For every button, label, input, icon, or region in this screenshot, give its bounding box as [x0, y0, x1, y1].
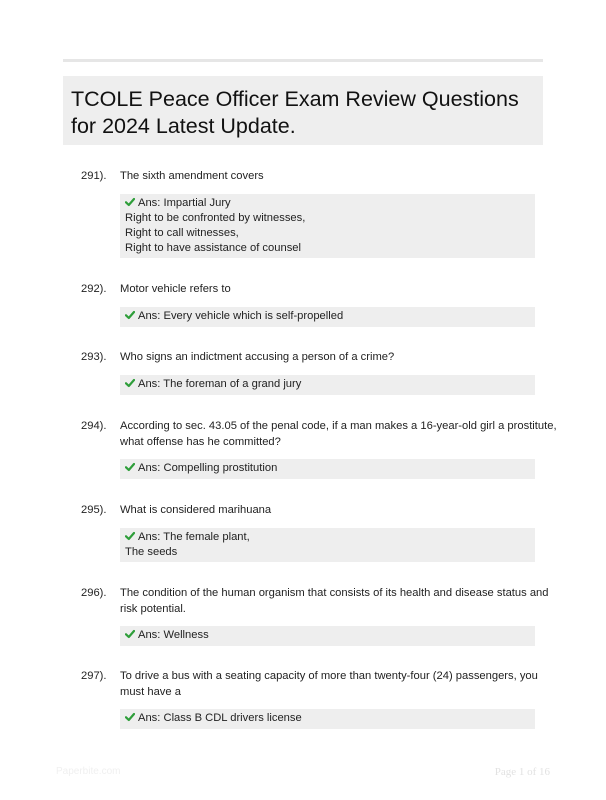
answer-text: Ans: Compelling prostitution: [138, 462, 278, 474]
answer-box: [120, 528, 535, 562]
answer-line: The seeds: [125, 546, 178, 558]
answer-line: [125, 628, 530, 643]
answer-text: Ans: Class B CDL drivers license: [138, 712, 302, 724]
footer-watermark: Paperbite.com: [56, 766, 121, 777]
answer-line: Right to have assistance of counsel: [125, 242, 301, 254]
answer-box: [120, 375, 535, 395]
question-number: 292).: [81, 283, 107, 295]
answer-line: [125, 309, 530, 324]
question-text: [120, 668, 538, 700]
question-text: The sixth amendment covers: [120, 170, 264, 182]
question-number: 293).: [81, 351, 107, 363]
answer-box: [120, 626, 535, 646]
question-number: 297).: [81, 670, 107, 682]
checkmark-icon: [125, 629, 135, 639]
checkmark-icon: [125, 462, 135, 472]
answer-box: [120, 459, 535, 479]
answer-line: [125, 377, 530, 392]
question-line: According to sec. 43.05 of the penal code, if a man makes a 16-year-old girl a prostitute,: [120, 420, 557, 432]
answer-line: [125, 530, 530, 545]
question-line: risk potential.: [120, 603, 186, 615]
answer-box: [120, 709, 535, 729]
answer-line: [125, 461, 530, 476]
answer-line: [125, 711, 530, 726]
answer-text: Ans: The foreman of a grand jury: [138, 378, 302, 390]
answer-text: Ans: Every vehicle which is self-propelled: [138, 310, 344, 322]
question-text: Who signs an indictment accusing a person of a crime?: [120, 351, 395, 363]
question-number: 295).: [81, 504, 107, 516]
question-number: 294).: [81, 420, 107, 432]
question-number: 296).: [81, 587, 107, 599]
checkmark-icon: [125, 310, 135, 320]
question-text: Motor vehicle refers to: [120, 283, 231, 295]
question-line: To drive a bus with a seating capacity of more than twenty-four (24) passengers, you: [120, 670, 538, 682]
answer-box: [120, 307, 535, 327]
question-text: [120, 585, 549, 617]
answer-line: Right to be confronted by witnesses,: [125, 212, 306, 224]
question-line: The condition of the human organism that consists of its health and disease status and: [120, 587, 549, 599]
page-title: TCOLE Peace Officer Exam Review Questions for 2024 Latest Update.: [71, 87, 519, 138]
answer-text: Ans: Wellness: [138, 629, 209, 641]
question-line: what offense has he committed?: [120, 436, 281, 448]
question-number: 291).: [81, 170, 107, 182]
answer-line: [125, 196, 530, 211]
checkmark-icon: [125, 531, 135, 541]
page-number: Page 1 of 16: [494, 766, 550, 778]
answer-box: [120, 194, 535, 258]
question-text: What is considered marihuana: [120, 504, 272, 516]
answer-text: Ans: Impartial Jury: [138, 197, 231, 209]
answer-text: Ans: The female plant,: [138, 531, 250, 543]
checkmark-icon: [125, 197, 135, 207]
checkmark-icon: [125, 712, 135, 722]
checkmark-icon: [125, 378, 135, 388]
question-line: must have a: [120, 686, 181, 698]
answer-line: Right to call witnesses,: [125, 227, 239, 239]
question-text: [120, 418, 557, 450]
